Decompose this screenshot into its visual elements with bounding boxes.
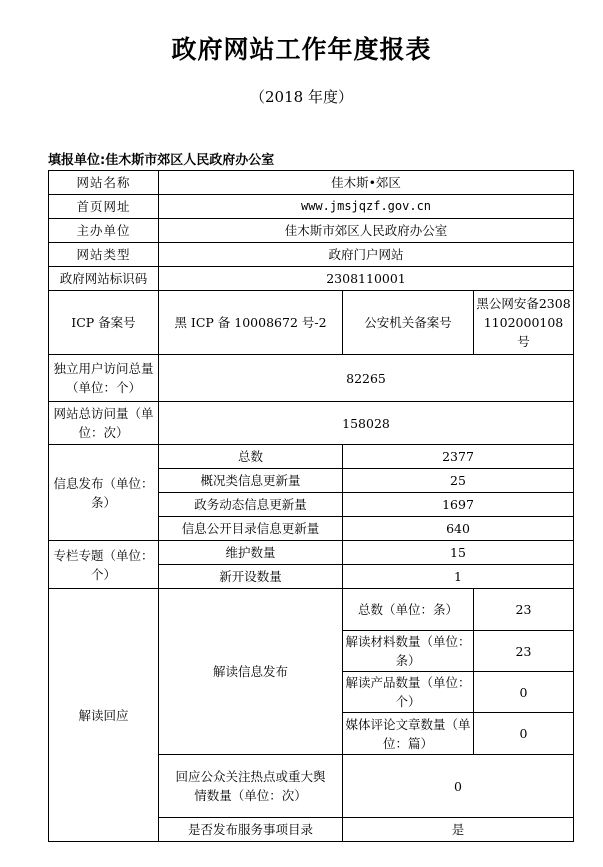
- interp-item-value: 23: [474, 631, 574, 672]
- interp-item-value: 0: [474, 672, 574, 713]
- column-item-label: 维护数量: [159, 541, 343, 565]
- icp-value: 黑 ICP 备 10008672 号-2: [159, 291, 343, 355]
- row-site-name: [49, 171, 574, 195]
- homepage-label: 首页网址: [49, 195, 159, 219]
- interp-item-label: 媒体评论文章数量（单位：篇）: [343, 713, 474, 755]
- filing-unit: 填报单位:佳木斯市郊区人民政府办公室: [48, 153, 275, 168]
- row-sponsor: [49, 219, 574, 243]
- interpretation-label: 解读回应: [49, 589, 159, 842]
- site-name-value: 佳木斯•郊区: [159, 171, 574, 195]
- row-column-maintain: [49, 541, 574, 565]
- info-item-label: 政务动态信息更新量: [159, 493, 343, 517]
- row-site-type: [49, 243, 574, 267]
- interp-item-label: 总数（单位：条）: [343, 589, 474, 631]
- info-item-label: 概况类信息更新量: [159, 469, 343, 493]
- column-item-value: 1: [343, 565, 574, 589]
- row-site-id: [49, 267, 574, 291]
- report-table: [48, 170, 574, 842]
- site-id-value: 2308110001: [159, 267, 574, 291]
- icp-label: ICP 备案号: [49, 291, 159, 355]
- unique-visitors-label: 独立用户访问总量（单位：个）: [49, 355, 159, 402]
- hotspot-label: 回应公众关注热点或重大舆情数量（单位：次）: [159, 755, 343, 818]
- interp-item-label: 解读材料数量（单位：条）: [343, 631, 474, 672]
- site-type-label: 网站类型: [49, 243, 159, 267]
- report-year: （2018 年度）: [250, 88, 353, 106]
- interp-publish-label: 解读信息发布: [159, 589, 343, 755]
- row-info-total: [49, 445, 574, 469]
- row-icp: [49, 291, 574, 355]
- info-item-label: 信息公开目录信息更新量: [159, 517, 343, 541]
- police-record-value: 黑公网安备23081102000108 号: [474, 291, 574, 355]
- interp-item-label: 解读产品数量（单位：个）: [343, 672, 474, 713]
- interp-item-value: 23: [474, 589, 574, 631]
- row-unique-visitors: [49, 355, 574, 402]
- special-column-label: 专栏专题（单位：个）: [49, 541, 159, 589]
- site-id-label: 政府网站标识码: [49, 267, 159, 291]
- info-item-value: 2377: [343, 445, 574, 469]
- info-item-label: 总数: [159, 445, 343, 469]
- site-name-label: 网站名称: [49, 171, 159, 195]
- column-item-value: 15: [343, 541, 574, 565]
- police-record-label: 公安机关备案号: [343, 291, 474, 355]
- site-type-value: 政府门户网站: [159, 243, 574, 267]
- interp-item-value: 0: [474, 713, 574, 755]
- service-catalog-value: 是: [343, 818, 574, 842]
- column-item-label: 新开设数量: [159, 565, 343, 589]
- info-publish-label: 信息发布（单位：条）: [49, 445, 159, 541]
- sponsor-label: 主办单位: [49, 219, 159, 243]
- report-title: 政府网站工作年度报表: [171, 35, 432, 64]
- sponsor-value: 佳木斯市郊区人民政府办公室: [159, 219, 574, 243]
- info-item-value: 1697: [343, 493, 574, 517]
- service-catalog-label: 是否发布服务事项目录: [159, 818, 343, 842]
- row-total-visits: [49, 402, 574, 445]
- homepage-value: www.jmsjqzf.gov.cn: [159, 195, 574, 219]
- row-interp-total: [49, 589, 574, 631]
- total-visits-value: 158028: [159, 402, 574, 445]
- info-item-value: 25: [343, 469, 574, 493]
- hotspot-value: 0: [343, 755, 574, 818]
- unique-visitors-value: 82265: [159, 355, 574, 402]
- row-homepage: [49, 195, 574, 219]
- info-item-value: 640: [343, 517, 574, 541]
- total-visits-label: 网站总访问量（单位：次）: [49, 402, 159, 445]
